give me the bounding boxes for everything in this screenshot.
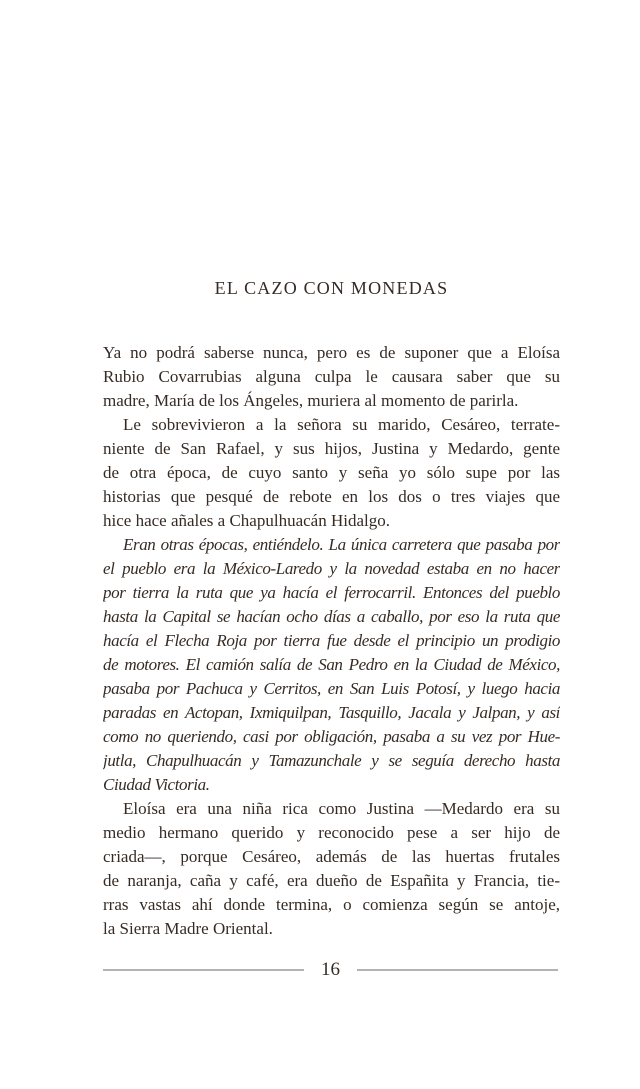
text-line: el pueblo era la México-Laredo y la novedad estaba en no hacer	[103, 559, 560, 578]
text-line: rras vastas ahí donde termina, o comienza según se antoje,	[103, 895, 560, 914]
text-line: madre, María de los Ángeles, muriera al momento de parirla.	[103, 391, 519, 410]
text-line: de naranja, caña y café, era dueño de Españita y Francia, tie-	[103, 871, 560, 890]
paragraph	[103, 533, 560, 797]
text-line: por tierra la ruta que ya hacía el ferrocarril. Entonces del pueblo	[103, 583, 560, 602]
text-line: criada—, porque Cesáreo, además de las huertas frutales	[103, 847, 560, 866]
text-line: Ciudad Victoria.	[103, 775, 210, 794]
text-line: Le sobrevivieron a la señora su marido, Cesáreo, terrate-	[123, 415, 560, 434]
paragraph	[103, 341, 560, 413]
text-line: de otra época, de cuyo santo y seña yo sólo supe por las	[103, 463, 560, 482]
paragraph	[103, 413, 560, 533]
text-line: Eloísa era una niña rica como Justina —Medardo era su	[123, 799, 560, 818]
text-line: pasaba por Pachuca y Cerritos, en San Luis Potosí, y luego hacia	[103, 679, 560, 698]
body-text	[103, 341, 560, 941]
text-line: Rubio Covarrubias alguna culpa le causara saber que su	[103, 367, 560, 386]
text-line: la Sierra Madre Oriental.	[103, 919, 273, 938]
text-line: jutla, Chapulhuacán y Tamazunchale y se seguía derecho hasta	[103, 751, 560, 770]
text-line: paradas en Actopan, Ixmiquilpan, Tasquillo, Jacala y Jalpan, y así	[103, 703, 560, 722]
paragraph	[103, 797, 560, 941]
text-line: historias que pesqué de rebote en los dos o tres viajes que	[103, 487, 560, 506]
text-line: niente de San Rafael, y sus hijos, Justina y Medardo, gente	[103, 439, 560, 458]
text-line: hasta la Capital se hacían ocho días a caballo, por eso la ruta que	[103, 607, 560, 626]
text-line: hacía el Flecha Roja por tierra fue desde el principio un prodigio	[103, 631, 560, 650]
text-line: hice hace añales a Chapulhuacán Hidalgo.	[103, 511, 390, 530]
text-line: como no queriendo, casi por obligación, pasaba a su vez por Hue-	[103, 727, 560, 746]
footer-rule-left	[103, 969, 304, 971]
footer-rule-right	[357, 969, 558, 971]
text-line: de motores. El camión salía de San Pedro en la Ciudad de México,	[103, 655, 560, 674]
page-number: 16	[321, 959, 340, 980]
text-line: medio hermano querido y reconocido pese a ser hijo de	[103, 823, 560, 842]
page-footer	[103, 960, 558, 980]
text-line: Eran otras épocas, entiéndelo. La única carretera que pasaba por	[123, 535, 560, 554]
text-line: Ya no podrá saberse nunca, pero es de suponer que a Eloísa	[103, 343, 560, 362]
chapter-title: EL CAZO CON MONEDAS	[214, 278, 449, 298]
